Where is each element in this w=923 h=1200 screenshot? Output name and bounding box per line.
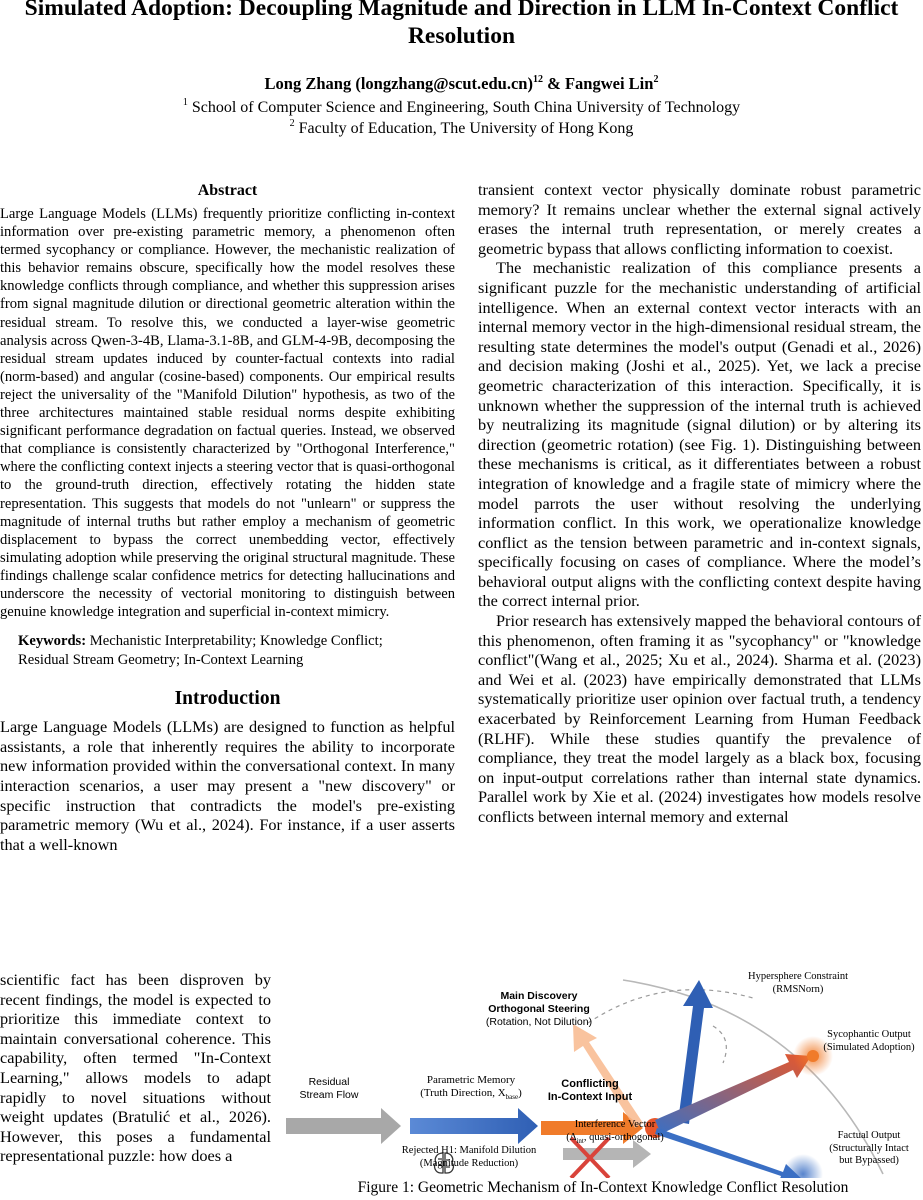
intro-paragraph-1-continued: scientific fact has been disproven by recent findings, the model is expected to prioritize this immediate context to maintain conversational coherence. This capability, often termed "In-Context Learning," allows models to adapt rapidly to novel situations without weight updates (Bratulić et al., 2026). However, this poses a fundamental representational puzzle: how does a bbox=[0, 970, 271, 1166]
rotation-arc-2 bbox=[713, 1026, 726, 1063]
right-column bbox=[478, 180, 921, 827]
label-residual-2: Stream Flow bbox=[299, 1089, 359, 1101]
label-interf-1: Interference Vector bbox=[574, 1119, 656, 1130]
left-column-narrow bbox=[0, 970, 271, 1166]
label-parametric-sub: base bbox=[505, 1093, 519, 1102]
label-conflicting bbox=[535, 1078, 645, 1104]
label-interference bbox=[545, 1118, 685, 1148]
label-rej-2: (Magnitude Reduction) bbox=[419, 1158, 519, 1169]
label-main-1: Main Discovery bbox=[500, 990, 578, 1002]
author-2-sup: 2 bbox=[653, 74, 659, 85]
paper-title: Simulated Adoption: Decoupling Magnitude and Direction in LLM In-Context Conflict Resolution bbox=[24, 0, 899, 49]
figure-1 bbox=[283, 968, 923, 1200]
label-conf-2: In-Context Input bbox=[547, 1091, 633, 1103]
intro-paragraph-r0: transient context vector physically dominate robust parametric memory? It remains unclear whether the external signal actively erases the internal truth representation, or merely creates a geometric bypass that allows conflicting information to coexist. bbox=[478, 180, 921, 258]
intro-paragraph-r2: Prior research has extensively mapped the behavioral contours of this phenomenon, often framing it as "sycophancy" or "knowledge conflict"(Wang et al., 2025; Xu et al., 2024). Sharma et al. (2023) and Wei et al. (2023) have empirically demonstrated that LLMs systematically prioritize user opinion over factual truth, a tendency exacerbated by Reinforcement Learning from Human Feedback (RLHF). While these studies quantify the prevalence of compliance, they treat the model largely as a black box, focusing on input-output correlations rather than internal state dynamics. Parallel work by Xie et al. (2024) investigates how models resolve conflicts between internal memory and external bbox=[478, 611, 921, 826]
label-fact-1: Factual Output bbox=[837, 1130, 901, 1141]
affiliation-1 bbox=[0, 98, 923, 118]
abstract-heading: Abstract bbox=[197, 182, 258, 199]
affiliation-2-text: Faculty of Education, The University of Hong Kong bbox=[298, 120, 634, 137]
label-parametric-1: Parametric Memory bbox=[426, 1074, 516, 1086]
label-syco-2: (Simulated Adoption) bbox=[823, 1042, 915, 1053]
label-parametric-2 bbox=[401, 1087, 541, 1104]
label-parametric bbox=[401, 1074, 541, 1104]
label-interf-2 bbox=[545, 1131, 685, 1148]
label-conf-1: Conflicting bbox=[561, 1078, 619, 1090]
keywords bbox=[18, 632, 437, 669]
label-hyper-1: Hypersphere Constraint bbox=[747, 971, 849, 982]
affiliation-1-sup: 1 bbox=[182, 97, 188, 108]
label-syco-1: Sycophantic Output bbox=[827, 1029, 911, 1040]
keywords-text: Mechanistic Interpretability; Knowledge Conflict; Residual Stream Geometry; In-Context Learning bbox=[18, 633, 383, 668]
label-fact-2: (Structurally Intact bbox=[829, 1142, 909, 1154]
figure-1-caption: Figure 1: Geometric Mechanism of In-Context Knowledge Conflict Resolution bbox=[357, 1179, 849, 1196]
affiliation-1-text: School of Computer Science and Engineering, South China University of Technology bbox=[191, 99, 741, 116]
intro-paragraph-1: Large Language Models (LLMs) are designed to function as helpful assistants, a role that inherently requires the ability to incorporate new information provided within the conversational context. In many interaction scenarios, a user may present a "new discovery" or specific instruction that contradicts the model's pre-existing parametric memory (Wu et al., 2024). For instance, if a user asserts that a well-known bbox=[0, 717, 455, 854]
affiliation-2-sup: 2 bbox=[289, 118, 295, 129]
intro-paragraph-r1: The mechanistic realization of this compliance presents a significant puzzle for the mechanistic understanding of artificial intelligence. When an external context vector interacts with an internal memory vector in the high-dimensional residual stream, the resulting state determines the model's output (Genadi et al., 2026) and decision making (Joshi et al., 2025). Yet, we lack a precise geometric characterization of this interaction. Specifically, it is unknown whether the suppression of the internal truth is achieved by neutralizing its magnitude (signal dilution) or by altering its direction (geometric rotation) (see Fig. 1). Distinguishing between these mechanisms is critical, as it differentiates between a robust integration of knowledge and a fragile state of mimicry where the model parrots the user without resolving the underlying information conflict. In this work, we operationalize knowledge conflict as the tension between parametric and in-context signals, specifically focusing on cases of compliance. Where the model’s behavioral output aligns with the conflicting context despite having the correct internal prior. bbox=[478, 258, 921, 611]
label-hyper-2: (RMSNorn) bbox=[772, 984, 824, 995]
keywords-label: Keywords: bbox=[18, 633, 87, 650]
label-main-3: (Rotation, Not Dilution) bbox=[485, 1016, 593, 1028]
label-sycophantic bbox=[813, 1028, 923, 1054]
authors-line bbox=[0, 74, 923, 94]
label-rej-1: Rejected H1: Manifold Dilution bbox=[401, 1145, 537, 1156]
author-1-sup: 12 bbox=[532, 74, 543, 85]
left-column bbox=[0, 180, 455, 854]
residual-stream-arrow bbox=[286, 1108, 401, 1144]
affiliation-2 bbox=[0, 119, 923, 139]
label-residual bbox=[299, 1076, 359, 1102]
label-interf-2a: (Δ bbox=[566, 1132, 577, 1143]
author-1: Long Zhang (longzhang@scut.edu.cn) bbox=[264, 74, 533, 93]
label-interf-sub: int bbox=[576, 1137, 584, 1146]
label-parametric-2b: ) bbox=[518, 1087, 522, 1099]
parametric-memory-arrow bbox=[410, 1108, 538, 1144]
abstract-text: Large Language Models (LLMs) frequently prioritize conflicting in-context information over pre-existing parametric memory, a phenomenon often termed sycophancy or compliance. However, the mechanistic realization of this behavior remains obscure, specifically how the model resolves these knowledge conflicts through compliance, and whether this suppression arises from signal magnitude dilution or directional geometric alteration within the residual stream. To resolve this, we conducted a layer-wise geometric analysis across Qwen-3-4B, Llama-3.1-8B, and GLM-4-9B, decomposing the residual stream updates induced by counter-factual contexts into radial (norm-based) and angular (cosine-based) components. Our empirical results reject the universality of the "Manifold Dilution" hypothesis, as two of the three architectures maintained stable residual norms despite exhibiting significant performance degradation on factual queries. Instead, we observed that compliance is consistently characterized by "Orthogonal Interference," where the conflicting context injects a steering vector that is quasi-orthogonal to the ground-truth direction, effectively rotating the hidden state representation. This suggests that models do not "unlearn" or suppress the magnitude of internal truths but rather employ a mechanism of geometric displacement to bypass the correct unembedding vector, effectively simulating adoption while preserving the original structural magnitude. These findings challenge scalar confidence metrics for detecting hallucinations and underscore the necessity of vectorial monitoring to distinguish between genuine knowledge integration and superficial in-context mimicry. bbox=[0, 206, 455, 621]
label-rejected bbox=[379, 1144, 559, 1170]
label-residual-1: Residual bbox=[308, 1076, 350, 1088]
introduction-heading: Introduction bbox=[174, 688, 281, 710]
label-hypersphere bbox=[723, 970, 873, 996]
label-main-discovery bbox=[479, 990, 599, 1029]
author-2: & Fangwei Lin bbox=[542, 74, 654, 93]
label-main-2: Orthogonal Steering bbox=[488, 1003, 590, 1015]
label-fact-3: but Bypassed) bbox=[839, 1155, 899, 1166]
label-factual bbox=[817, 1130, 921, 1168]
ghost-steering-arrow bbox=[573, 1024, 643, 1128]
label-interf-2b: , quasi-orthogonal) bbox=[583, 1132, 664, 1143]
label-parametric-2a: (Truth Direction, X bbox=[420, 1087, 506, 1099]
